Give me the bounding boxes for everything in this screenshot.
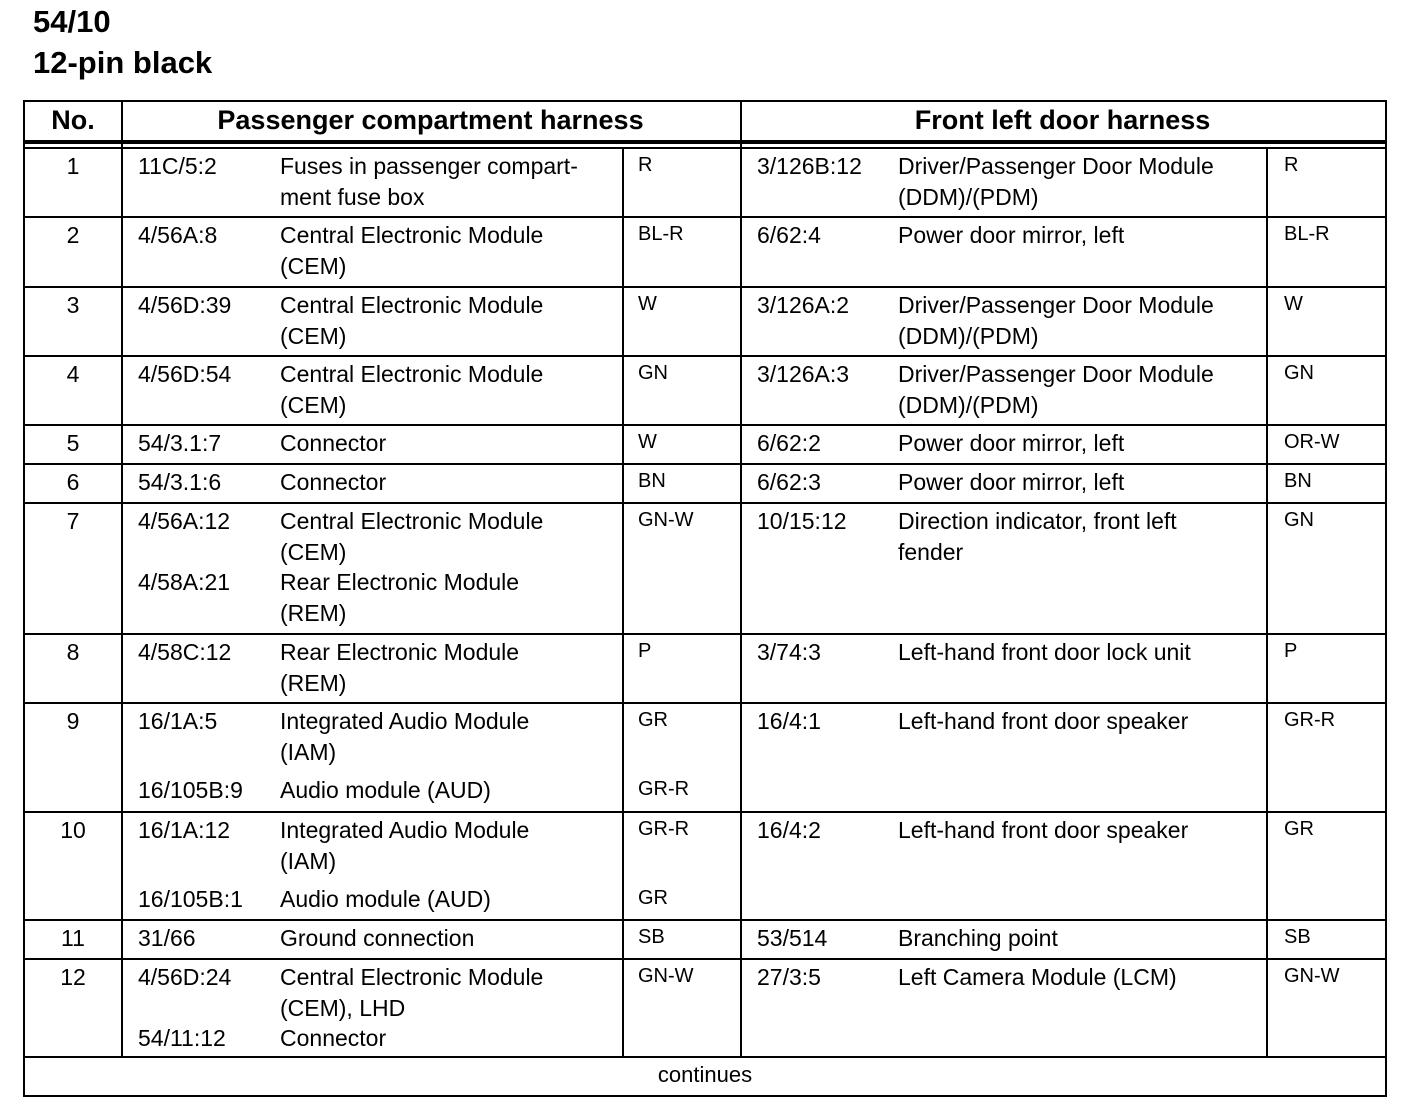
door-harness-code: 27/3:5 <box>757 964 821 990</box>
door-harness-code: 16/4:1 <box>757 708 821 734</box>
pin-number: 1 <box>66 153 80 179</box>
passenger-harness-description: Rear Electronic Module <box>280 639 520 665</box>
wire-color-code: R <box>638 154 653 176</box>
column-divider <box>121 149 123 216</box>
pin-number: 12 <box>60 964 86 990</box>
column-divider <box>740 102 742 140</box>
column-divider <box>622 813 624 919</box>
column-divider <box>121 704 123 811</box>
passenger-harness-description: (CEM) <box>280 252 347 279</box>
passenger-harness-description: ment fuse box <box>280 183 425 210</box>
connector-description: 12-pin black <box>33 45 213 80</box>
passenger-harness-description: (REM) <box>280 599 347 626</box>
table-body <box>25 102 1385 1095</box>
pin-number: 11 <box>61 925 85 951</box>
passenger-harness-description: Audio module (AUD) <box>280 777 491 803</box>
door-harness-description: (DDM)/(PDM) <box>898 391 1039 418</box>
column-divider <box>740 465 742 502</box>
wire-color-code: GN-W <box>1284 965 1340 987</box>
passenger-harness-code: 4/56D:54 <box>138 361 232 387</box>
wire-color-code: GR <box>1284 818 1314 840</box>
table-row <box>25 463 1385 502</box>
passenger-harness-code: 4/58C:12 <box>138 639 232 665</box>
column-divider <box>622 921 624 958</box>
column-divider <box>622 288 624 355</box>
passenger-harness-code: 31/66 <box>138 925 196 951</box>
passenger-harness-code: 16/1A:12 <box>138 817 231 843</box>
pin-number: 2 <box>66 222 80 248</box>
column-divider <box>121 504 123 633</box>
passenger-harness-description: Rear Electronic Module <box>280 569 520 595</box>
column-divider <box>740 504 742 633</box>
pin-number: 7 <box>66 508 80 534</box>
column-divider <box>1266 465 1268 502</box>
column-divider <box>740 426 742 463</box>
column-divider <box>121 465 123 502</box>
passenger-harness-code: 4/56A:12 <box>138 508 231 534</box>
passenger-harness-description: Audio module (AUD) <box>280 886 491 912</box>
table-row <box>25 286 1385 355</box>
door-harness-description: Driver/Passenger Door Module <box>898 292 1214 318</box>
column-divider <box>622 704 624 811</box>
wire-color-code: GN <box>638 362 668 384</box>
wire-color-code: GN <box>1284 362 1314 384</box>
passenger-harness-code: 54/11:12 <box>138 1025 226 1051</box>
column-divider <box>740 813 742 919</box>
wire-color-code: GR-R <box>638 818 690 840</box>
passenger-harness-description: Central Electronic Module <box>280 964 544 990</box>
column-divider <box>740 960 742 1058</box>
header-door-harness: Front left door harness <box>914 105 1211 135</box>
passenger-harness-code: 54/3.1:6 <box>138 469 222 495</box>
wire-color-code: W <box>638 293 657 315</box>
wire-color-code: SB <box>1284 926 1311 948</box>
passenger-harness-code: 4/58A:21 <box>138 569 231 595</box>
passenger-harness-description: (CEM) <box>280 538 347 565</box>
column-divider <box>622 357 624 424</box>
wire-color-code: BN <box>1284 470 1312 492</box>
passenger-harness-description: (CEM) <box>280 391 347 418</box>
wire-color-code: P <box>1284 640 1298 662</box>
column-divider <box>121 102 123 140</box>
column-divider <box>121 426 123 463</box>
passenger-harness-description: (CEM), LHD <box>280 994 406 1021</box>
pin-number: 9 <box>66 708 80 734</box>
table-row <box>25 147 1385 216</box>
pinout-table <box>23 100 1387 1097</box>
wire-color-code: W <box>1284 293 1303 315</box>
door-harness-description: Left-hand front door speaker <box>898 817 1189 843</box>
pin-number: 6 <box>66 469 80 495</box>
wire-color-code: GR <box>638 887 668 909</box>
passenger-harness-description: Ground connection <box>280 925 475 951</box>
table-row <box>25 958 1385 1058</box>
column-divider <box>121 218 123 286</box>
pin-number: 10 <box>60 817 86 843</box>
column-divider <box>740 357 742 424</box>
door-harness-description: Power door mirror, left <box>898 430 1125 456</box>
wire-color-code: GR-R <box>638 778 690 800</box>
passenger-harness-description: Connector <box>280 1025 387 1051</box>
passenger-harness-description: Fuses in passenger compart- <box>280 153 578 179</box>
header-no: No. <box>51 105 95 135</box>
passenger-harness-description: (IAM) <box>280 847 337 874</box>
passenger-harness-description: (IAM) <box>280 738 337 765</box>
wire-color-code: P <box>638 640 652 662</box>
column-divider <box>622 504 624 633</box>
table-row <box>25 702 1385 811</box>
door-harness-code: 3/126A:2 <box>757 292 850 318</box>
passenger-harness-description: Connector <box>280 469 387 495</box>
passenger-harness-code: 16/105B:9 <box>138 777 243 803</box>
table-footer-row <box>25 1056 1385 1095</box>
table-row <box>25 502 1385 633</box>
door-harness-description: Left Camera Module (LCM) <box>898 964 1177 990</box>
header-passenger-harness: Passenger compartment harness <box>217 105 644 135</box>
table-row <box>25 216 1385 286</box>
column-divider <box>1266 288 1268 355</box>
column-divider <box>1266 704 1268 811</box>
column-divider <box>1266 218 1268 286</box>
passenger-harness-description: (REM) <box>280 669 347 696</box>
passenger-harness-description: (CEM) <box>280 322 347 349</box>
passenger-harness-code: 11C/5:2 <box>138 153 217 179</box>
table-header-row <box>25 102 1385 142</box>
connector-number: 54/10 <box>33 4 111 39</box>
column-divider <box>121 813 123 919</box>
wire-color-code: BL-R <box>638 223 684 245</box>
door-harness-code: 16/4:2 <box>757 817 821 843</box>
pin-number: 4 <box>66 361 80 387</box>
door-harness-description: (DDM)/(PDM) <box>898 322 1039 349</box>
column-divider <box>121 635 123 702</box>
door-harness-description: Power door mirror, left <box>898 469 1125 495</box>
pin-number: 5 <box>66 430 80 456</box>
door-harness-code: 10/15:12 <box>757 508 847 534</box>
pin-number: 8 <box>66 639 80 665</box>
column-divider <box>1266 149 1268 216</box>
column-divider <box>1266 813 1268 919</box>
door-harness-description: Left-hand front door speaker <box>898 708 1189 734</box>
column-divider <box>121 357 123 424</box>
door-harness-description: Branching point <box>898 925 1058 951</box>
passenger-harness-description: Integrated Audio Module <box>280 708 530 734</box>
door-harness-code: 3/126A:3 <box>757 361 850 387</box>
table-row <box>25 919 1385 958</box>
door-harness-code: 3/126B:12 <box>757 153 862 179</box>
column-divider <box>622 426 624 463</box>
passenger-harness-description: Central Electronic Module <box>280 361 544 387</box>
column-divider <box>622 635 624 702</box>
passenger-harness-code: 16/1A:5 <box>138 708 218 734</box>
wire-color-code: GR <box>638 709 668 731</box>
column-divider <box>740 149 742 216</box>
column-divider <box>622 960 624 1058</box>
door-harness-code: 53/514 <box>757 925 828 951</box>
door-harness-description: Driver/Passenger Door Module <box>898 361 1214 387</box>
column-divider <box>1266 635 1268 702</box>
door-harness-code: 6/62:4 <box>757 222 821 248</box>
door-harness-description: Left-hand front door lock unit <box>898 639 1191 665</box>
wire-color-code: GR-R <box>1284 709 1336 731</box>
column-divider <box>1266 426 1268 463</box>
column-divider <box>121 960 123 1058</box>
passenger-harness-description: Central Electronic Module <box>280 292 544 318</box>
passenger-harness-code: 4/56D:24 <box>138 964 232 990</box>
door-harness-code: 6/62:2 <box>757 430 821 456</box>
door-harness-description: Direction indicator, front left <box>898 508 1177 534</box>
column-divider <box>622 465 624 502</box>
wire-color-code: BN <box>638 470 666 492</box>
wire-color-code: BL-R <box>1284 223 1330 245</box>
door-harness-description: Driver/Passenger Door Module <box>898 153 1214 179</box>
column-divider <box>121 288 123 355</box>
wire-color-code: OR-W <box>1284 431 1340 453</box>
passenger-harness-code: 4/56D:39 <box>138 292 232 318</box>
table-row <box>25 355 1385 424</box>
passenger-harness-code: 16/105B:1 <box>138 886 243 912</box>
wire-color-code: R <box>1284 154 1299 176</box>
table-row <box>25 424 1385 463</box>
passenger-harness-code: 54/3.1:7 <box>138 430 222 456</box>
wire-color-code: W <box>638 431 657 453</box>
column-divider <box>1266 921 1268 958</box>
column-divider <box>740 921 742 958</box>
door-harness-description: (DDM)/(PDM) <box>898 183 1039 210</box>
door-harness-code: 6/62:3 <box>757 469 821 495</box>
door-harness-description: fender <box>898 538 964 565</box>
column-divider <box>740 704 742 811</box>
wire-color-code: GN-W <box>638 509 694 531</box>
passenger-harness-description: Integrated Audio Module <box>280 817 530 843</box>
column-divider <box>622 218 624 286</box>
column-divider <box>1266 357 1268 424</box>
pin-number: 3 <box>66 292 80 318</box>
door-harness-description: Power door mirror, left <box>898 222 1125 248</box>
passenger-harness-description: Central Electronic Module <box>280 222 544 248</box>
table-row <box>25 811 1385 919</box>
passenger-harness-description: Connector <box>280 430 387 456</box>
wire-color-code: GN-W <box>638 965 694 987</box>
column-divider <box>740 218 742 286</box>
passenger-harness-description: Central Electronic Module <box>280 508 544 534</box>
door-harness-code: 3/74:3 <box>757 639 821 665</box>
column-divider <box>1266 504 1268 633</box>
continues-note: continues <box>657 1062 753 1087</box>
column-divider <box>1266 960 1268 1058</box>
wire-color-code: GN <box>1284 509 1314 531</box>
wire-color-code: SB <box>638 926 665 948</box>
column-divider <box>121 921 123 958</box>
table-row <box>25 633 1385 702</box>
passenger-harness-code: 4/56A:8 <box>138 222 218 248</box>
column-divider <box>740 288 742 355</box>
column-divider <box>622 149 624 216</box>
column-divider <box>740 635 742 702</box>
